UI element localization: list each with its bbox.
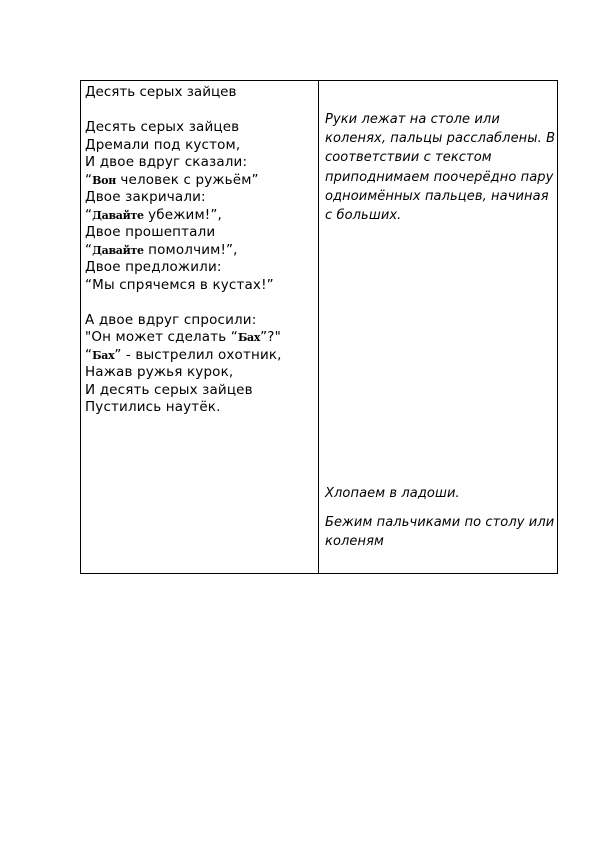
poem-title: Десять серых зайцев <box>85 84 237 100</box>
poem-text: “ <box>85 241 93 258</box>
poem-line <box>85 137 314 155</box>
poem-line <box>85 399 314 417</box>
instruction-fingers: Руки лежат на столе или коленях, пальцы расслаблены. В соответствии с текстом приподнимаем поочерёдно пару одноимённых пальцев, начиная с больших. <box>325 112 556 224</box>
poem-text: “ <box>85 206 93 223</box>
poem-text: "Он может сделать “ <box>85 329 238 345</box>
poem-line <box>85 154 314 172</box>
poem-text: И десять серых зайцев <box>85 381 253 398</box>
poem-line <box>85 312 314 330</box>
two-column-table <box>80 80 558 574</box>
poem-emphasis-word: Давайте <box>92 208 144 222</box>
poem-text: ”?" <box>260 329 281 345</box>
poem-line <box>85 172 314 190</box>
poem-text: Двое прошептали <box>85 224 216 240</box>
poem-line <box>85 277 314 295</box>
poem-emphasis-word: Вон <box>92 173 116 187</box>
poem-emphasis-word: Бах <box>237 331 261 344</box>
instruction-run: Бежим пальчиками по столу или коленям <box>325 515 555 550</box>
poem-text: Пустились наутёк. <box>85 399 221 415</box>
poem-text: Нажав ружья курок, <box>85 364 234 380</box>
poem-line <box>85 189 314 207</box>
poem-text: убежим!”, <box>143 206 222 223</box>
poem-line <box>85 259 314 277</box>
poem-text: А двое вдруг спросили: <box>85 311 257 328</box>
poem-text: “ <box>85 346 93 363</box>
instructions-column <box>319 81 557 573</box>
poem-text: Двое предложили: <box>85 259 222 275</box>
poem-text: ” - выстрелил охотник, <box>114 346 282 363</box>
poem-text: человек с ружьём” <box>115 171 259 188</box>
poem-stanza-1 <box>85 119 314 294</box>
poem-line <box>85 207 314 225</box>
poem-line <box>85 347 314 365</box>
instruction-clap: Хлопаем в ладоши. <box>325 486 460 501</box>
poem-line <box>85 364 314 382</box>
poem-line <box>85 119 314 137</box>
poem-line <box>85 329 314 347</box>
poem-text: Двое закричали: <box>85 189 206 205</box>
poem-text: Дремали под кустом, <box>85 136 241 153</box>
poem-emphasis-word: Давайте <box>92 243 144 257</box>
poem-text: “Мы спрячемся в кустах!” <box>85 276 274 293</box>
poem-stanza-2 <box>85 312 314 417</box>
poem-emphasis-word: Бах <box>92 348 115 362</box>
poem-text: “ <box>85 171 93 188</box>
poem-text: И двое вдруг сказали: <box>85 154 248 170</box>
poem-text: помолчим!”, <box>143 241 238 258</box>
poem-text: Десять серых зайцев <box>85 119 240 135</box>
poem-line <box>85 242 314 260</box>
poem-column <box>81 81 319 573</box>
poem-line <box>85 382 314 400</box>
poem-line <box>85 224 314 242</box>
